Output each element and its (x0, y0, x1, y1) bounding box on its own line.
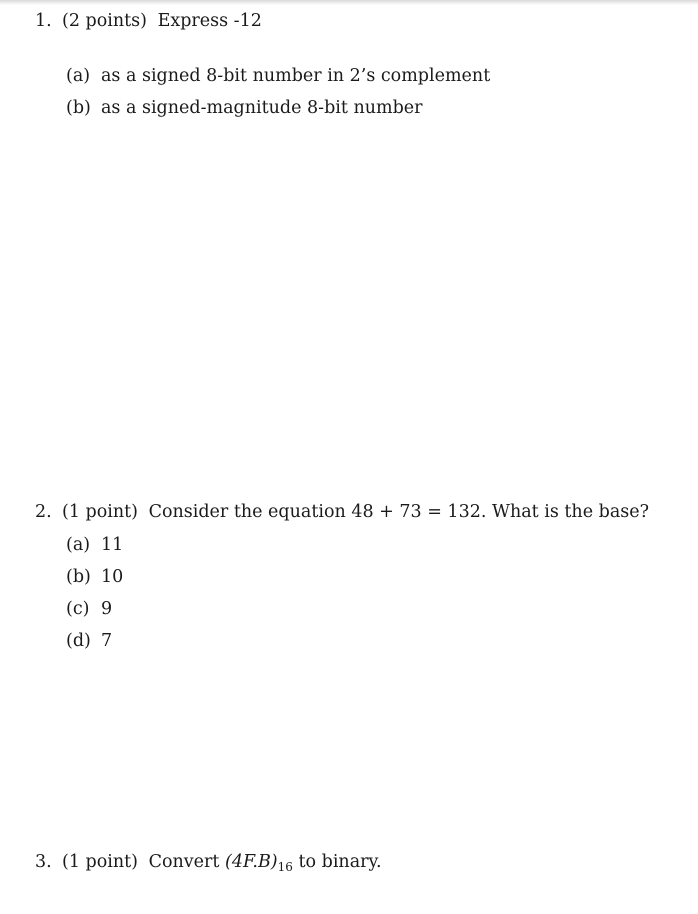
question-2-header (35, 501, 649, 523)
question-2-option-c (66, 598, 112, 620)
page-top-shadow (0, 0, 698, 5)
part-text: as a signed 8-bit number in 2’s complement (101, 66, 491, 86)
question-number: 3. (35, 852, 52, 872)
part-text: as a signed-magnitude 8-bit number (101, 98, 423, 118)
question-prompt: Express -12 (157, 11, 262, 31)
part-label: (b) (66, 98, 91, 118)
hex-expression: (4F.B) (225, 852, 278, 872)
part-label: (a) (66, 66, 91, 86)
option-text: 11 (101, 535, 124, 555)
question-1-header (35, 10, 262, 32)
question-2-option-d (66, 630, 112, 652)
option-label: (b) (66, 567, 91, 587)
question-prompt: Convert (148, 852, 220, 872)
question-1-part-b (66, 97, 423, 119)
option-label: (a) (66, 535, 91, 555)
option-text: 7 (101, 631, 113, 651)
option-text: 9 (101, 599, 113, 619)
question-2-option-a (66, 534, 123, 556)
option-label: (c) (66, 599, 90, 619)
question-points: (2 points) (62, 11, 147, 31)
question-2-option-b (66, 566, 123, 588)
option-label: (d) (66, 631, 91, 651)
option-text: 10 (101, 567, 124, 587)
question-1-part-a (66, 65, 490, 87)
question-number: 2. (35, 502, 52, 522)
question-prompt: Consider the equation 48 + 73 = 132. What is the base? (148, 502, 649, 522)
question-points: (1 point) (62, 502, 138, 522)
question-number: 1. (35, 11, 52, 31)
question-3-header (35, 851, 382, 873)
question-points: (1 point) (62, 852, 138, 872)
question-prompt-end: to binary. (298, 852, 382, 872)
base-subscript: 16 (277, 860, 293, 874)
